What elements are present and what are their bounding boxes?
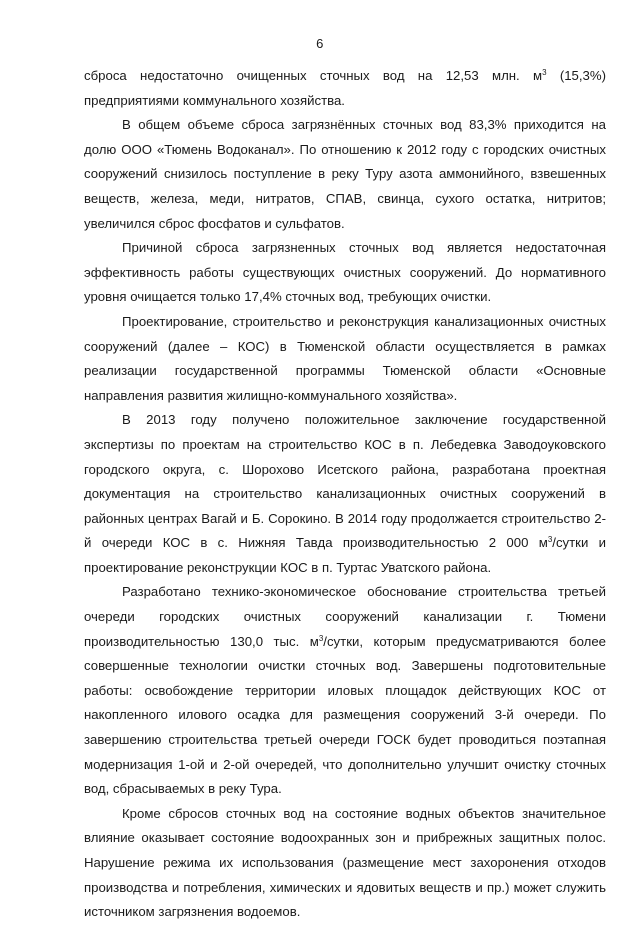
paragraph-6 xyxy=(84,580,606,801)
paragraph-text: В 2013 году получено положительное заключение государственной экспертизы по проектам на строительство КОС в п. Лебедевка Заводоуковского городского округа, с. Шорохово Исетского района, разработана проектная документация на строительство канализационных очистных сооружений в районных центрах Вагай и Б. Сорокино. В 2014 году продолжается строительство 2-й очереди КОС в с. Нижняя Тавда производительностью 2 000 м xyxy=(84,412,606,551)
paragraph-3 xyxy=(84,236,606,310)
paragraph-text: (15,3%) предприятиями коммунального хозяйства. xyxy=(84,68,606,108)
paragraph-text: Проектирование, строительство и реконструкция канализационных очистных сооружений (далее – КОС) в Тюменской области осуществляется в рамках реализации государственной программы Тюменской области «Основные направления развития жилищно-коммунального хозяйства». xyxy=(84,313,606,403)
paragraph-text: Причиной сброса загрязненных сточных вод является недостаточная эффективность работы существующих очистных сооружений. До нормативного уровня очищается только 17,4% сточных вод, требующих очистки. xyxy=(84,240,606,305)
paragraph-1 xyxy=(84,64,606,113)
superscript: 3 xyxy=(318,633,324,643)
paragraph-text: Кроме сбросов сточных вод на состояние водных объектов значительное влияние оказывает состояние водоохранных зон и прибрежных защитных полос. Нарушение режима их использования (размещение мест захоронения отходов производства и потребления, химических и ядовитых веществ и пр.) может служить источником загрязнения водоемов. xyxy=(84,805,606,920)
paragraph-5 xyxy=(84,408,606,580)
paragraph-2 xyxy=(84,113,606,236)
page-number: 6 xyxy=(316,36,324,51)
paragraph-7 xyxy=(84,802,606,925)
superscript: 3 xyxy=(547,535,553,545)
paragraph-4 xyxy=(84,310,606,408)
superscript: 3 xyxy=(542,68,547,77)
paragraph-text: В общем объеме сброса загрязнённых сточных вод 83,3% приходится на долю ООО «Тюмень Водоканал». По отношению к 2012 году с городских очистных сооружений снизилось поступление в реку Туру азота аммонийного, взвешенных веществ, железа, меди, нитратов, СПАВ, свинца, сухого остатка, нитритов; увеличился сброс фосфатов и сульфатов. xyxy=(84,117,606,231)
paragraph-text: Разработано технико-экономическое обоснование строительства третьей очереди городских очистных сооружений канализации г. Тюмени производительностью 130,0 тыс. м xyxy=(84,584,606,649)
paragraph-text: /сутки и проектирование реконструкции КОС в п. Туртас Уватского района. xyxy=(84,535,607,575)
paragraph-text: сброса недостаточно очищенных сточных вод на 12,53 млн. м xyxy=(84,68,543,83)
paragraph-text: /сутки, которым предусматриваются более совершенные технологии очистки сточных вод. Завершены подготовительные работы: освобождение территории иловых площадок действующих КОС от накопленного илового осадка для размещения сооружений 3-й очереди. По завершению строительства третьей очереди ГОСК будет проводиться поэтапная модернизация 1-ой и 2-ой очередей, что дополнительно улучшит очистку сточных вод, сбрасываемых в реку Тура. xyxy=(84,633,606,797)
document-body xyxy=(84,64,606,925)
